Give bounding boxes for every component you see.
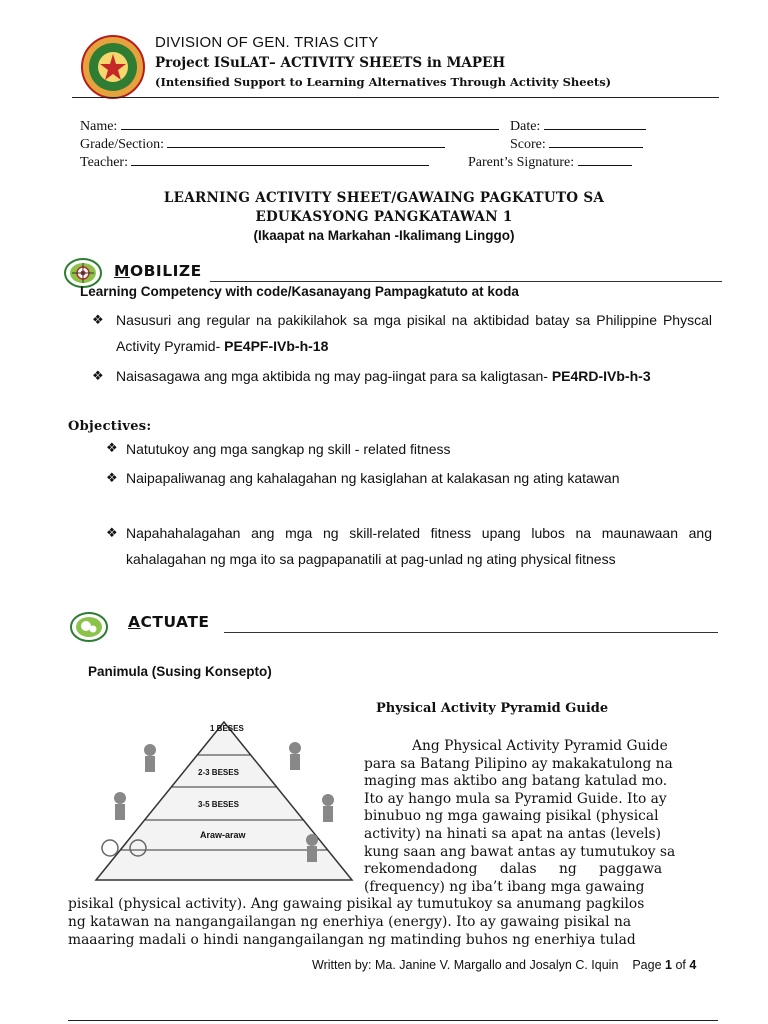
competency-text: Naisasagawa ang mga aktibida ng may pag-iingat para sa kaligtasan-: [116, 368, 548, 384]
brain-gear-icon: [70, 612, 108, 642]
intro-paragraph-line: Ang Physical Activity Pyramid Guide: [412, 738, 668, 754]
competency-item: [116, 307, 712, 359]
actuate-heading-rest: CTUATE: [140, 613, 210, 631]
page-footer: [312, 958, 696, 972]
competency-heading: Learning Competency with code/Kasanayang Pampagkatuto at koda: [80, 284, 519, 299]
competency-item: [116, 363, 712, 389]
name-field[interactable]: [80, 117, 499, 135]
actuate-divider: [224, 632, 718, 633]
bullet-diamond-icon: ❖: [106, 471, 118, 486]
mobilize-heading-initial: M: [114, 262, 130, 280]
objective-item: Natutukoy ang mga sangkap ng skill - related fitness: [126, 441, 451, 457]
intro-paragraph-line: ng katawan na nangangailangan ng enerhiya (energy). Ito ay gawaing pisikal na: [68, 914, 632, 930]
intro-paragraph-line: activity) na hinati sa apat na antas (levels): [364, 826, 662, 842]
pyramid-level-mid: 2-3 BESES: [198, 768, 239, 777]
pyramid-level-base: Araw-araw: [200, 830, 246, 840]
mobilize-divider: [210, 281, 722, 282]
author-credit: Written by: Ma. Janine V. Margallo and Josalyn C. Iquin: [312, 958, 619, 972]
intro-paragraph-line: para sa Batang Pilipino ay makakatulong na: [364, 755, 673, 772]
score-label: Score:: [510, 137, 546, 152]
footer-divider: [68, 1020, 718, 1021]
parent-signature-label: Parent’s Signature:: [468, 155, 575, 170]
panimula-heading: Panimula (Susing Konsepto): [88, 664, 272, 679]
pyramid-level-low: 3-5 BESES: [198, 800, 239, 809]
bullet-diamond-icon: ❖: [92, 369, 104, 384]
competency-code: PE4RD-IVb-h-3: [551, 368, 651, 384]
header-divider: [72, 97, 719, 98]
intro-paragraph-line: Ito ay hango mula sa Pyramid Guide. Ito ay: [364, 790, 667, 807]
date-blank[interactable]: [544, 117, 646, 130]
pyramid-guide-title: Physical Activity Pyramid Guide: [376, 701, 609, 716]
score-field[interactable]: [510, 135, 643, 153]
competency-text: Nasusuri ang regular na pakikilahok sa mga pisikal na aktibidad batay sa Philippine Physcal Activity Pyramid-: [116, 312, 712, 354]
name-blank[interactable]: [121, 117, 499, 130]
competency-code: PE4PF-IVb-h-18: [224, 338, 329, 354]
intro-paragraph-line: maaaring madali o hindi nangangailangan ng matinding buhos ng enerhiya tulad: [68, 931, 636, 948]
mobilize-heading-rest: OBILIZE: [129, 262, 202, 280]
parent-signature-blank[interactable]: [578, 153, 632, 166]
sheet-title-quarter: (Ikaapat na Markahan -Ikalimang Linggo): [253, 228, 515, 243]
page-of-label: of: [675, 958, 686, 972]
division-name: DIVISION OF GEN. TRIAS CITY: [155, 34, 379, 51]
objectives-label: Objectives:: [68, 419, 152, 434]
sheet-title-line2: EDUKASYONG PANGKATAWAN 1: [255, 209, 513, 225]
grade-section-label: Grade/Section:: [80, 137, 164, 152]
pyramid-level-top: 1 BESES: [210, 724, 244, 733]
name-label: Name:: [80, 119, 118, 134]
actuate-heading: [128, 613, 210, 631]
intro-paragraph-line: rekomendadong dalas ng paggawa: [364, 861, 663, 878]
intro-paragraph-line: kung saan ang bawat antas ay tumutukoy sa: [364, 843, 676, 860]
actuate-heading-initial: A: [128, 613, 141, 631]
teacher-blank[interactable]: [131, 153, 429, 166]
objective-item: Naipapaliwanag ang kahalagahan ng kasiglahan at kalakasan ng ating katawan: [126, 470, 620, 486]
sheet-title-line1: LEARNING ACTIVITY SHEET/GAWAING PAGKATUTO SA: [163, 190, 605, 206]
grade-section-field[interactable]: [80, 135, 445, 153]
date-field[interactable]: [510, 117, 646, 135]
bullet-diamond-icon: ❖: [106, 526, 118, 541]
teacher-label: Teacher:: [80, 155, 128, 170]
date-label: Date:: [510, 119, 541, 134]
page-label: Page: [632, 958, 662, 972]
intro-paragraph-line: binubuo ng mga gawaing pisikal (physical: [364, 808, 659, 825]
bullet-diamond-icon: ❖: [92, 313, 104, 328]
page-number: 1: [665, 958, 672, 972]
intro-paragraph-line: (frequency) ng iba’t ibang mga gawaing: [364, 878, 645, 895]
intro-paragraph-line: maging mas aktibo ang batang katulad mo.: [364, 773, 668, 790]
intro-paragraph-line: pisikal (physical activity). Ang gawaing pisikal ay tumutukoy sa anumang pagkilos: [68, 896, 645, 913]
parent-signature-field[interactable]: [468, 153, 632, 171]
project-subtitle: (Intensified Support to Learning Alternatives Through Activity Sheets): [155, 75, 612, 89]
division-seal-logo: [80, 34, 146, 100]
grade-section-blank[interactable]: [167, 135, 445, 148]
objective-item: Napahahalagahan ang mga ng skill-related fitness upang lubos na maunawaan ang kahalagahan ng mga ito sa pagpapanatili at pag-unlad ng ating physical fitness: [126, 525, 712, 567]
bullet-diamond-icon: ❖: [106, 441, 118, 456]
teacher-field[interactable]: [80, 153, 429, 171]
score-blank[interactable]: [549, 135, 643, 148]
page-total: 4: [689, 958, 697, 972]
mobilize-heading: [114, 262, 202, 280]
project-title: Project ISuLAT– ACTIVITY SHEETS in MAPEH: [155, 55, 506, 71]
